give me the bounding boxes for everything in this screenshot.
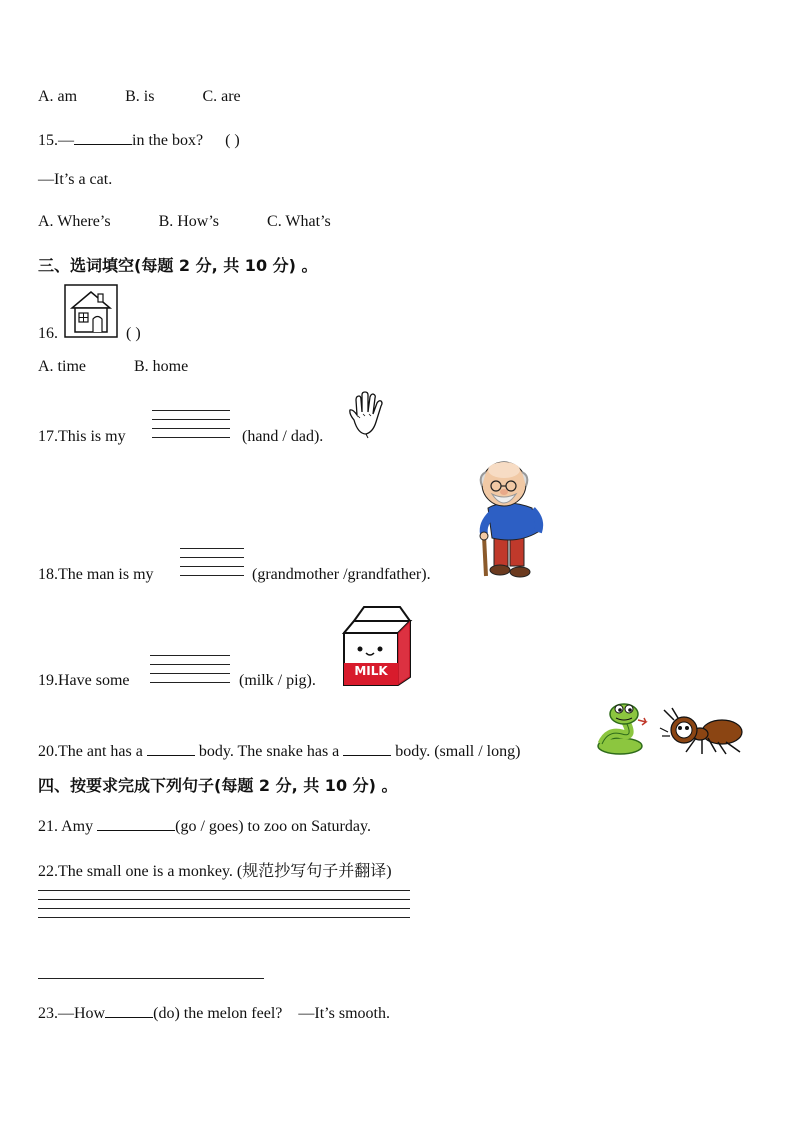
house-icon xyxy=(64,284,118,338)
q22-writing-lines[interactable] xyxy=(38,890,410,926)
ant-icon xyxy=(656,706,748,758)
q19-writing-lines[interactable] xyxy=(150,655,230,691)
q20-part2: body. The snake has a xyxy=(198,743,340,760)
q16-option-b: B. home xyxy=(134,358,189,375)
q23-part2: (do) the melon feel? xyxy=(153,1005,283,1022)
q23-part1: 23.—How xyxy=(38,1005,106,1022)
q15-option-b: B. How’s xyxy=(158,213,220,230)
q16-paren: ( ) xyxy=(126,325,141,342)
q14-options xyxy=(38,88,241,106)
q17-text: 17.This is my xyxy=(38,428,126,445)
q15-paren: ( ) xyxy=(225,132,240,149)
q16-options xyxy=(38,358,188,376)
q17-writing-lines[interactable] xyxy=(152,410,230,446)
q23-part3: —It’s smooth. xyxy=(298,1005,390,1022)
q21-blank[interactable] xyxy=(97,816,175,831)
q14-option-b: B. is xyxy=(125,88,155,105)
q15-prefix: 15.— xyxy=(38,132,74,149)
q20-blank-2[interactable] xyxy=(343,741,391,756)
q21-part1: 21. Amy xyxy=(38,818,94,835)
q16-number: 16. xyxy=(38,325,58,342)
q16-option-a: A. time xyxy=(38,358,86,375)
milk-carton-icon xyxy=(340,605,414,687)
snake-icon xyxy=(594,698,652,758)
q15-options xyxy=(38,213,331,231)
q18-text: 18.The man is my xyxy=(38,566,154,583)
q15-option-a: A. Where’s xyxy=(38,213,111,230)
hand-icon xyxy=(344,390,388,440)
q22-text: 22.The small one is a monkey. (规范抄写句子并翻译) xyxy=(38,863,392,880)
grandfather-icon xyxy=(466,458,548,582)
q20-text xyxy=(38,741,520,761)
q21-part2: (go / goes) to zoo on Saturday. xyxy=(175,818,371,835)
q14-option-a: A. am xyxy=(38,88,78,105)
q19-choices: (milk / pig). xyxy=(239,672,316,689)
q23-blank[interactable] xyxy=(105,1003,153,1018)
q22-translation-line[interactable] xyxy=(38,978,264,979)
q15-question xyxy=(38,130,240,150)
q14-option-c: C. are xyxy=(202,88,241,105)
q20-part1: 20.The ant has a xyxy=(38,743,143,760)
q18-writing-lines[interactable] xyxy=(180,548,244,584)
milk-label: MILK xyxy=(354,664,388,678)
q20-blank-1[interactable] xyxy=(147,741,195,756)
q15-answer-line: —It’s a cat. xyxy=(38,171,113,188)
section-3-heading: 三、选词填空(每题 2 分, 共 10 分) 。 xyxy=(38,256,318,275)
q23-text xyxy=(38,1003,390,1023)
section-4-heading: 四、按要求完成下列句子(每题 2 分, 共 10 分) 。 xyxy=(38,776,398,795)
q15-suffix: in the box? xyxy=(132,132,204,149)
q20-part3: body. (small / long) xyxy=(395,743,521,760)
q19-text: 19.Have some xyxy=(38,672,130,689)
q18-choices: (grandmother /grandfather). xyxy=(252,566,431,583)
q17-choices: (hand / dad). xyxy=(242,428,324,445)
q21-text xyxy=(38,816,371,836)
q15-blank[interactable] xyxy=(74,130,132,145)
q15-option-c: C. What’s xyxy=(267,213,331,230)
